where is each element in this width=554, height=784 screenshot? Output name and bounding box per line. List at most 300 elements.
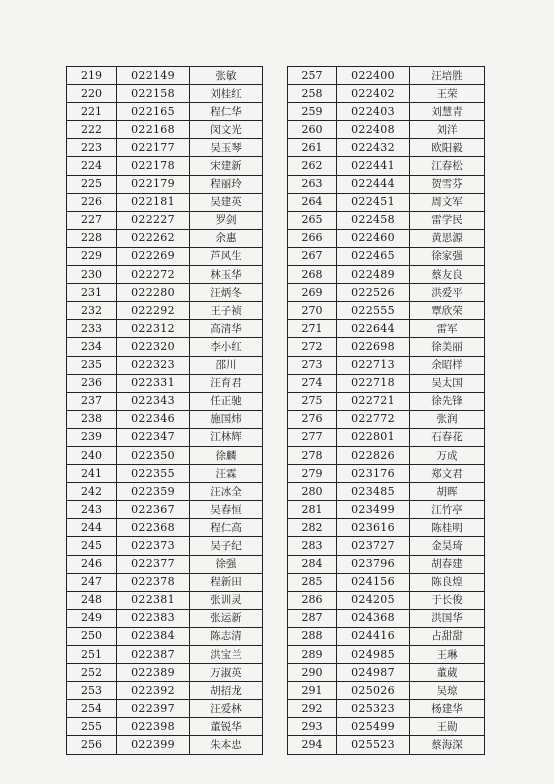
person-name-cell: 董葳 bbox=[410, 664, 485, 682]
person-name-cell: 张敏 bbox=[190, 67, 263, 85]
person-name-cell: 陈志清 bbox=[190, 627, 263, 645]
row-number-cell: 268 bbox=[288, 266, 337, 284]
row-number-cell: 287 bbox=[288, 609, 337, 627]
person-name-cell: 徐家强 bbox=[410, 247, 485, 265]
row-number-cell: 286 bbox=[288, 591, 337, 609]
table-row bbox=[67, 374, 263, 392]
id-number-cell: 022801 bbox=[337, 428, 410, 446]
table-row bbox=[288, 700, 485, 718]
id-number-cell: 022713 bbox=[337, 356, 410, 374]
table-row bbox=[288, 718, 485, 736]
id-number-cell: 022399 bbox=[117, 736, 190, 754]
person-name-cell: 胡春建 bbox=[410, 555, 485, 573]
row-number-cell: 250 bbox=[67, 627, 117, 645]
id-number-cell: 022367 bbox=[117, 501, 190, 519]
person-name-cell: 雷军 bbox=[410, 320, 485, 338]
person-name-cell: 周文军 bbox=[410, 193, 485, 211]
id-number-cell: 022320 bbox=[117, 338, 190, 356]
row-number-cell: 247 bbox=[67, 573, 117, 591]
row-number-cell: 238 bbox=[67, 410, 117, 428]
row-number-cell: 237 bbox=[67, 392, 117, 410]
table-row bbox=[67, 627, 263, 645]
id-number-cell: 022387 bbox=[117, 646, 190, 664]
id-number-cell: 022377 bbox=[117, 555, 190, 573]
id-number-cell: 022368 bbox=[117, 519, 190, 537]
person-name-cell: 王琳 bbox=[410, 646, 485, 664]
id-number-cell: 022489 bbox=[337, 266, 410, 284]
row-number-cell: 252 bbox=[67, 664, 117, 682]
row-number-cell: 289 bbox=[288, 646, 337, 664]
person-name-cell: 吴春恒 bbox=[190, 501, 263, 519]
id-number-cell: 022350 bbox=[117, 446, 190, 464]
person-name-cell: 蔡海深 bbox=[410, 736, 485, 754]
table-row bbox=[288, 320, 485, 338]
row-number-cell: 255 bbox=[67, 718, 117, 736]
id-number-cell: 022402 bbox=[337, 85, 410, 103]
row-number-cell: 219 bbox=[67, 67, 117, 85]
table-row bbox=[67, 664, 263, 682]
person-name-cell: 占甜甜 bbox=[410, 627, 485, 645]
id-number-cell: 022441 bbox=[337, 157, 410, 175]
person-name-cell: 程仁高 bbox=[190, 519, 263, 537]
roster-table-left bbox=[66, 66, 263, 755]
row-number-cell: 269 bbox=[288, 284, 337, 302]
row-number-cell: 259 bbox=[288, 103, 337, 121]
row-number-cell: 257 bbox=[288, 67, 337, 85]
id-number-cell: 022269 bbox=[117, 247, 190, 265]
person-name-cell: 吴琼 bbox=[410, 682, 485, 700]
person-name-cell: 吴子纪 bbox=[190, 537, 263, 555]
id-number-cell: 022826 bbox=[337, 446, 410, 464]
table-row bbox=[288, 338, 485, 356]
id-number-cell: 022378 bbox=[117, 573, 190, 591]
row-number-cell: 245 bbox=[67, 537, 117, 555]
row-number-cell: 242 bbox=[67, 483, 117, 501]
row-number-cell: 240 bbox=[67, 446, 117, 464]
table-row bbox=[288, 682, 485, 700]
row-number-cell: 224 bbox=[67, 157, 117, 175]
row-number-cell: 265 bbox=[288, 211, 337, 229]
id-number-cell: 022644 bbox=[337, 320, 410, 338]
id-number-cell: 022772 bbox=[337, 410, 410, 428]
id-number-cell: 022227 bbox=[117, 211, 190, 229]
table-row bbox=[288, 193, 485, 211]
person-name-cell: 刘桂红 bbox=[190, 85, 263, 103]
table-row bbox=[67, 157, 263, 175]
table-row bbox=[288, 229, 485, 247]
person-name-cell: 万淑英 bbox=[190, 664, 263, 682]
person-name-cell: 万成 bbox=[410, 446, 485, 464]
id-number-cell: 022408 bbox=[337, 121, 410, 139]
id-number-cell: 022465 bbox=[337, 247, 410, 265]
row-number-cell: 248 bbox=[67, 591, 117, 609]
id-number-cell: 025499 bbox=[337, 718, 410, 736]
id-number-cell: 022451 bbox=[337, 193, 410, 211]
row-number-cell: 281 bbox=[288, 501, 337, 519]
id-number-cell: 022460 bbox=[337, 229, 410, 247]
table-row bbox=[67, 573, 263, 591]
person-name-cell: 任正驰 bbox=[190, 392, 263, 410]
person-name-cell: 洪宝兰 bbox=[190, 646, 263, 664]
row-number-cell: 230 bbox=[67, 266, 117, 284]
row-number-cell: 275 bbox=[288, 392, 337, 410]
row-number-cell: 251 bbox=[67, 646, 117, 664]
table-row bbox=[67, 67, 263, 85]
table-row bbox=[67, 428, 263, 446]
person-name-cell: 芦风生 bbox=[190, 247, 263, 265]
table-row bbox=[288, 446, 485, 464]
table-row bbox=[288, 374, 485, 392]
id-number-cell: 022400 bbox=[337, 67, 410, 85]
row-number-cell: 225 bbox=[67, 175, 117, 193]
table-row bbox=[67, 591, 263, 609]
row-number-cell: 243 bbox=[67, 501, 117, 519]
id-number-cell: 022181 bbox=[117, 193, 190, 211]
person-name-cell: 吴太国 bbox=[410, 374, 485, 392]
id-number-cell: 023616 bbox=[337, 519, 410, 537]
row-number-cell: 294 bbox=[288, 736, 337, 754]
row-number-cell: 236 bbox=[67, 374, 117, 392]
person-name-cell: 邵川 bbox=[190, 356, 263, 374]
table-row bbox=[288, 175, 485, 193]
table-row bbox=[288, 555, 485, 573]
id-number-cell: 022347 bbox=[117, 428, 190, 446]
id-number-cell: 023176 bbox=[337, 465, 410, 483]
row-number-cell: 228 bbox=[67, 229, 117, 247]
table-row bbox=[67, 718, 263, 736]
roster-table-right bbox=[287, 66, 485, 755]
person-name-cell: 徐美丽 bbox=[410, 338, 485, 356]
row-number-cell: 221 bbox=[67, 103, 117, 121]
person-name-cell: 张训灵 bbox=[190, 591, 263, 609]
person-name-cell: 王子祯 bbox=[190, 302, 263, 320]
table-row bbox=[288, 501, 485, 519]
row-number-cell: 290 bbox=[288, 664, 337, 682]
id-number-cell: 022343 bbox=[117, 392, 190, 410]
table-row bbox=[67, 247, 263, 265]
id-number-cell: 022384 bbox=[117, 627, 190, 645]
person-name-cell: 石春花 bbox=[410, 428, 485, 446]
table-row bbox=[288, 410, 485, 428]
table-row bbox=[67, 519, 263, 537]
id-number-cell: 022526 bbox=[337, 284, 410, 302]
person-name-cell: 江春松 bbox=[410, 157, 485, 175]
person-name-cell: 高清华 bbox=[190, 320, 263, 338]
row-number-cell: 291 bbox=[288, 682, 337, 700]
row-number-cell: 261 bbox=[288, 139, 337, 157]
row-number-cell: 280 bbox=[288, 483, 337, 501]
row-number-cell: 231 bbox=[67, 284, 117, 302]
id-number-cell: 025323 bbox=[337, 700, 410, 718]
person-name-cell: 余惠 bbox=[190, 229, 263, 247]
row-number-cell: 241 bbox=[67, 465, 117, 483]
person-name-cell: 郑文君 bbox=[410, 465, 485, 483]
person-name-cell: 洪国华 bbox=[410, 609, 485, 627]
id-number-cell: 024205 bbox=[337, 591, 410, 609]
row-number-cell: 260 bbox=[288, 121, 337, 139]
person-name-cell: 蔡友良 bbox=[410, 266, 485, 284]
person-name-cell: 江林辉 bbox=[190, 428, 263, 446]
table-row bbox=[288, 664, 485, 682]
person-name-cell: 杨建华 bbox=[410, 700, 485, 718]
row-number-cell: 223 bbox=[67, 139, 117, 157]
table-row bbox=[288, 736, 485, 754]
table-row bbox=[288, 537, 485, 555]
person-name-cell: 程新田 bbox=[190, 573, 263, 591]
id-number-cell: 022458 bbox=[337, 211, 410, 229]
person-name-cell: 覃欣荣 bbox=[410, 302, 485, 320]
person-name-cell: 吴玉琴 bbox=[190, 139, 263, 157]
row-number-cell: 271 bbox=[288, 320, 337, 338]
row-number-cell: 239 bbox=[67, 428, 117, 446]
table-row bbox=[67, 465, 263, 483]
person-name-cell: 汪爱林 bbox=[190, 700, 263, 718]
row-number-cell: 278 bbox=[288, 446, 337, 464]
row-number-cell: 263 bbox=[288, 175, 337, 193]
id-number-cell: 022721 bbox=[337, 392, 410, 410]
table-row bbox=[67, 139, 263, 157]
table-row bbox=[67, 284, 263, 302]
roster-table-right-body bbox=[288, 67, 485, 755]
row-number-cell: 285 bbox=[288, 573, 337, 591]
table-row bbox=[288, 465, 485, 483]
table-row bbox=[288, 103, 485, 121]
id-number-cell: 022331 bbox=[117, 374, 190, 392]
person-name-cell: 宋建新 bbox=[190, 157, 263, 175]
id-number-cell: 022312 bbox=[117, 320, 190, 338]
person-name-cell: 王荣 bbox=[410, 85, 485, 103]
row-number-cell: 274 bbox=[288, 374, 337, 392]
id-number-cell: 022381 bbox=[117, 591, 190, 609]
row-number-cell: 283 bbox=[288, 537, 337, 555]
row-number-cell: 262 bbox=[288, 157, 337, 175]
table-row bbox=[67, 320, 263, 338]
person-name-cell: 胡晖 bbox=[410, 483, 485, 501]
table-row bbox=[288, 646, 485, 664]
id-number-cell: 022398 bbox=[117, 718, 190, 736]
id-number-cell: 022444 bbox=[337, 175, 410, 193]
id-number-cell: 022179 bbox=[117, 175, 190, 193]
id-number-cell: 022178 bbox=[117, 157, 190, 175]
row-number-cell: 256 bbox=[67, 736, 117, 754]
id-number-cell: 022262 bbox=[117, 229, 190, 247]
id-number-cell: 022359 bbox=[117, 483, 190, 501]
table-row bbox=[288, 302, 485, 320]
row-number-cell: 220 bbox=[67, 85, 117, 103]
person-name-cell: 洪爱平 bbox=[410, 284, 485, 302]
person-name-cell: 汪炳冬 bbox=[190, 284, 263, 302]
id-number-cell: 024156 bbox=[337, 573, 410, 591]
row-number-cell: 282 bbox=[288, 519, 337, 537]
id-number-cell: 022280 bbox=[117, 284, 190, 302]
person-name-cell: 刘洋 bbox=[410, 121, 485, 139]
table-row bbox=[67, 302, 263, 320]
id-number-cell: 022392 bbox=[117, 682, 190, 700]
table-row bbox=[288, 627, 485, 645]
person-name-cell: 于长俊 bbox=[410, 591, 485, 609]
table-row bbox=[67, 537, 263, 555]
table-row bbox=[67, 193, 263, 211]
id-number-cell: 022718 bbox=[337, 374, 410, 392]
row-number-cell: 229 bbox=[67, 247, 117, 265]
id-number-cell: 023485 bbox=[337, 483, 410, 501]
table-row bbox=[288, 356, 485, 374]
table-row bbox=[288, 67, 485, 85]
row-number-cell: 249 bbox=[67, 609, 117, 627]
table-row bbox=[288, 591, 485, 609]
row-number-cell: 279 bbox=[288, 465, 337, 483]
table-row bbox=[67, 682, 263, 700]
table-row bbox=[67, 392, 263, 410]
id-number-cell: 022432 bbox=[337, 139, 410, 157]
row-number-cell: 276 bbox=[288, 410, 337, 428]
id-number-cell: 022698 bbox=[337, 338, 410, 356]
person-name-cell: 张润 bbox=[410, 410, 485, 428]
id-number-cell: 022389 bbox=[117, 664, 190, 682]
table-row bbox=[288, 266, 485, 284]
person-name-cell: 汪培胜 bbox=[410, 67, 485, 85]
row-number-cell: 273 bbox=[288, 356, 337, 374]
row-number-cell: 272 bbox=[288, 338, 337, 356]
row-number-cell: 246 bbox=[67, 555, 117, 573]
id-number-cell: 023727 bbox=[337, 537, 410, 555]
row-number-cell: 222 bbox=[67, 121, 117, 139]
table-row bbox=[67, 483, 263, 501]
row-number-cell: 258 bbox=[288, 85, 337, 103]
table-row bbox=[288, 247, 485, 265]
table-row bbox=[67, 646, 263, 664]
person-name-cell: 林玉华 bbox=[190, 266, 263, 284]
id-number-cell: 022403 bbox=[337, 103, 410, 121]
person-name-cell: 程丽玲 bbox=[190, 175, 263, 193]
person-name-cell: 徐强 bbox=[190, 555, 263, 573]
table-row bbox=[288, 428, 485, 446]
id-number-cell: 022165 bbox=[117, 103, 190, 121]
table-row bbox=[67, 103, 263, 121]
table-row bbox=[288, 483, 485, 501]
table-row bbox=[288, 85, 485, 103]
row-number-cell: 264 bbox=[288, 193, 337, 211]
row-number-cell: 254 bbox=[67, 700, 117, 718]
table-row bbox=[67, 121, 263, 139]
id-number-cell: 022397 bbox=[117, 700, 190, 718]
table-row bbox=[67, 229, 263, 247]
row-number-cell: 234 bbox=[67, 338, 117, 356]
person-name-cell: 雷学民 bbox=[410, 211, 485, 229]
row-number-cell: 226 bbox=[67, 193, 117, 211]
row-number-cell: 292 bbox=[288, 700, 337, 718]
person-name-cell: 黄思源 bbox=[410, 229, 485, 247]
person-name-cell: 陈桂明 bbox=[410, 519, 485, 537]
table-row bbox=[67, 356, 263, 374]
table-row bbox=[288, 573, 485, 591]
id-number-cell: 023796 bbox=[337, 555, 410, 573]
table-row bbox=[67, 446, 263, 464]
id-number-cell: 022168 bbox=[117, 121, 190, 139]
id-number-cell: 022323 bbox=[117, 356, 190, 374]
person-name-cell: 余昭样 bbox=[410, 356, 485, 374]
id-number-cell: 022383 bbox=[117, 609, 190, 627]
table-row bbox=[288, 139, 485, 157]
row-number-cell: 277 bbox=[288, 428, 337, 446]
table-row bbox=[67, 700, 263, 718]
table-row bbox=[67, 266, 263, 284]
person-name-cell: 罗剑 bbox=[190, 211, 263, 229]
person-name-cell: 程仁华 bbox=[190, 103, 263, 121]
row-number-cell: 235 bbox=[67, 356, 117, 374]
id-number-cell: 024987 bbox=[337, 664, 410, 682]
table-row bbox=[67, 410, 263, 428]
table-row bbox=[288, 392, 485, 410]
row-number-cell: 244 bbox=[67, 519, 117, 537]
table-row bbox=[288, 157, 485, 175]
table-row bbox=[288, 284, 485, 302]
person-name-cell: 朱本忠 bbox=[190, 736, 263, 754]
person-name-cell: 陈良煌 bbox=[410, 573, 485, 591]
table-row bbox=[67, 555, 263, 573]
id-number-cell: 022373 bbox=[117, 537, 190, 555]
person-name-cell: 张运新 bbox=[190, 609, 263, 627]
id-number-cell: 024368 bbox=[337, 609, 410, 627]
person-name-cell: 闵文光 bbox=[190, 121, 263, 139]
row-number-cell: 233 bbox=[67, 320, 117, 338]
row-number-cell: 267 bbox=[288, 247, 337, 265]
person-name-cell: 贺雪芬 bbox=[410, 175, 485, 193]
table-row bbox=[67, 736, 263, 754]
id-number-cell: 022555 bbox=[337, 302, 410, 320]
person-name-cell: 金昊琦 bbox=[410, 537, 485, 555]
person-name-cell: 吴建英 bbox=[190, 193, 263, 211]
row-number-cell: 270 bbox=[288, 302, 337, 320]
person-name-cell: 董锐华 bbox=[190, 718, 263, 736]
person-name-cell: 李小红 bbox=[190, 338, 263, 356]
table-row bbox=[67, 338, 263, 356]
table-row bbox=[67, 609, 263, 627]
table-row bbox=[288, 121, 485, 139]
table-row bbox=[67, 501, 263, 519]
person-name-cell: 施国炜 bbox=[190, 410, 263, 428]
table-row bbox=[67, 211, 263, 229]
table-row bbox=[288, 609, 485, 627]
id-number-cell: 022149 bbox=[117, 67, 190, 85]
id-number-cell: 023499 bbox=[337, 501, 410, 519]
row-number-cell: 288 bbox=[288, 627, 337, 645]
table-row bbox=[288, 519, 485, 537]
id-number-cell: 025523 bbox=[337, 736, 410, 754]
id-number-cell: 024416 bbox=[337, 627, 410, 645]
person-name-cell: 江竹亭 bbox=[410, 501, 485, 519]
person-name-cell: 刘慧青 bbox=[410, 103, 485, 121]
row-number-cell: 284 bbox=[288, 555, 337, 573]
row-number-cell: 293 bbox=[288, 718, 337, 736]
row-number-cell: 266 bbox=[288, 229, 337, 247]
row-number-cell: 227 bbox=[67, 211, 117, 229]
person-name-cell: 胡招龙 bbox=[190, 682, 263, 700]
id-number-cell: 022346 bbox=[117, 410, 190, 428]
id-number-cell: 022355 bbox=[117, 465, 190, 483]
id-number-cell: 022177 bbox=[117, 139, 190, 157]
id-number-cell: 024985 bbox=[337, 646, 410, 664]
row-number-cell: 253 bbox=[67, 682, 117, 700]
person-name-cell: 徐麟 bbox=[190, 446, 263, 464]
id-number-cell: 022158 bbox=[117, 85, 190, 103]
person-name-cell: 欧阳毅 bbox=[410, 139, 485, 157]
person-name-cell: 王勋 bbox=[410, 718, 485, 736]
id-number-cell: 022272 bbox=[117, 266, 190, 284]
roster-table-left-body bbox=[67, 67, 263, 755]
id-number-cell: 025026 bbox=[337, 682, 410, 700]
person-name-cell: 徐先锋 bbox=[410, 392, 485, 410]
